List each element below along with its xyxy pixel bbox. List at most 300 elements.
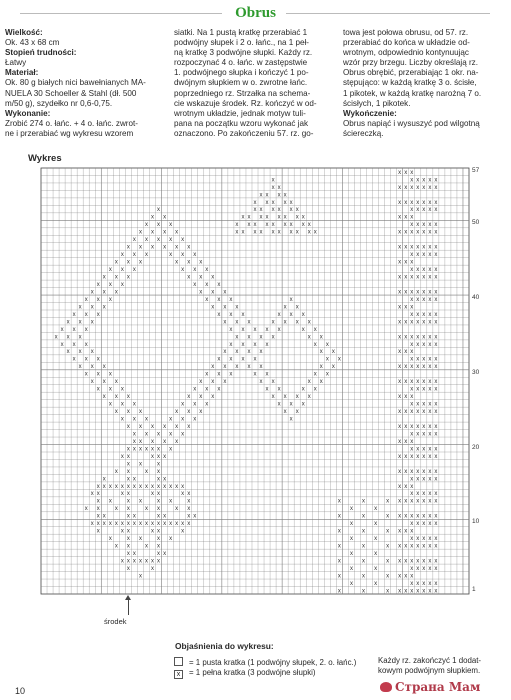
filled-cell-mark: x xyxy=(301,222,305,229)
filled-cell-mark: x xyxy=(416,267,420,274)
filled-cell-mark: x xyxy=(428,431,432,438)
text-line: siatki. Na 1 pustą kratkę przerabiać 1 xyxy=(174,28,308,37)
filled-cell-mark: x xyxy=(144,252,148,259)
filled-cell-mark: x xyxy=(362,528,366,535)
filled-cell-mark: x xyxy=(416,423,420,430)
filled-cell-mark: x xyxy=(410,229,414,236)
legend-empty-text: = 1 pusta kratka (1 podwójny słupek, 2. o. łańc.) xyxy=(189,658,357,667)
filled-cell-mark: x xyxy=(169,536,173,543)
filled-cell-mark: x xyxy=(175,229,179,236)
filled-cell-mark: x xyxy=(84,341,88,348)
filled-cell-mark: x xyxy=(416,296,420,303)
filled-cell-mark: x xyxy=(416,311,420,318)
filled-cell-mark: x xyxy=(102,513,106,520)
filled-cell-mark: x xyxy=(265,199,269,206)
filled-cell-mark: x xyxy=(78,349,82,356)
filled-cell-mark: x xyxy=(434,252,438,259)
filled-cell-mark: x xyxy=(271,334,275,341)
filled-cell-mark: x xyxy=(253,229,257,236)
filled-cell-mark: x xyxy=(416,334,420,341)
filled-cell-mark: x xyxy=(434,423,438,430)
filled-cell-mark: x xyxy=(126,528,130,535)
filled-cell-mark: x xyxy=(313,371,317,378)
filled-cell-mark: x xyxy=(102,274,106,281)
filled-cell-mark: x xyxy=(422,296,426,303)
filled-cell-mark: x xyxy=(434,341,438,348)
filled-cell-mark: x xyxy=(114,394,118,401)
text-line: Obrus obrębić, przerabiając 1 okr. na- xyxy=(343,68,479,78)
filled-cell-mark: x xyxy=(259,349,263,356)
filled-cell-mark: x xyxy=(235,349,239,356)
filled-cell-mark: x xyxy=(349,536,353,543)
filled-cell-mark: x xyxy=(410,319,414,326)
text-line: m/50 g), szydełko nr 0,6-0,75. xyxy=(5,98,113,108)
filled-cell-mark: x xyxy=(374,506,378,513)
filled-cell-mark: x xyxy=(422,476,426,483)
filled-cell-mark: x xyxy=(96,506,100,513)
filled-cell-mark: x xyxy=(144,521,148,528)
filled-cell-mark: x xyxy=(126,513,130,520)
filled-cell-mark: x xyxy=(410,356,414,363)
filled-cell-mark: x xyxy=(398,274,402,281)
filled-cell-mark: x xyxy=(96,311,100,318)
filled-cell-mark: x xyxy=(259,229,263,236)
row-number-label: 1 xyxy=(472,585,476,593)
filled-cell-mark: x xyxy=(151,214,155,221)
filled-cell-mark: x xyxy=(60,326,64,333)
filled-cell-mark: x xyxy=(289,311,293,318)
filled-cell-mark: x xyxy=(428,536,432,543)
filled-cell-mark: x xyxy=(434,296,438,303)
filled-cell-mark: x xyxy=(404,259,408,266)
filled-cell-mark: x xyxy=(96,281,100,288)
filled-cell-mark: x xyxy=(404,214,408,221)
filled-cell-mark: x xyxy=(241,229,245,236)
filled-cell-mark: x xyxy=(217,311,221,318)
filled-cell-mark: x xyxy=(271,319,275,326)
filled-cell-mark: x xyxy=(138,409,142,416)
filled-cell-mark: x xyxy=(271,199,275,206)
row-number-label: 20 xyxy=(472,443,480,451)
filled-cell-mark: x xyxy=(138,446,142,453)
filled-cell-mark: x xyxy=(163,521,167,528)
filled-cell-mark: x xyxy=(138,498,142,505)
filled-cell-mark: x xyxy=(422,521,426,528)
center-arrow-line xyxy=(128,598,129,615)
filled-cell-mark: x xyxy=(404,483,408,490)
filled-cell-mark: x xyxy=(410,453,414,460)
filled-cell-mark: x xyxy=(349,506,353,513)
filled-cell-mark: x xyxy=(235,222,239,229)
filled-cell-mark: x xyxy=(301,214,305,221)
filled-cell-mark: x xyxy=(416,409,420,416)
filled-cell-mark: x xyxy=(126,558,130,565)
filled-cell-mark: x xyxy=(410,222,414,229)
filled-cell-mark: x xyxy=(157,453,161,460)
filled-cell-mark: x xyxy=(138,229,142,236)
filled-cell-mark: x xyxy=(253,207,257,214)
filled-cell-mark: x xyxy=(295,214,299,221)
filled-cell-mark: x xyxy=(193,386,197,393)
filled-cell-mark: x xyxy=(126,394,130,401)
filled-cell-mark: x xyxy=(313,326,317,333)
filled-cell-mark: x xyxy=(126,536,130,543)
center-label: środek xyxy=(104,617,127,626)
filled-cell-mark: x xyxy=(313,229,317,236)
text-line: poprzedniego rz. Strzałka na schema- xyxy=(174,88,311,98)
filled-cell-mark: x xyxy=(398,498,402,505)
filled-cell-mark: x xyxy=(283,304,287,311)
filled-cell-mark: x xyxy=(398,319,402,326)
filled-cell-mark: x xyxy=(410,446,414,453)
filled-cell-mark: x xyxy=(120,401,124,408)
filled-cell-mark: x xyxy=(102,289,106,296)
filled-cell-mark: x xyxy=(398,513,402,520)
filled-cell-mark: x xyxy=(416,401,420,408)
filled-cell-mark: x xyxy=(84,371,88,378)
filled-cell-mark: x xyxy=(126,409,130,416)
filled-cell-mark: x xyxy=(416,319,420,326)
filled-cell-mark: x xyxy=(434,274,438,281)
filled-cell-mark: x xyxy=(126,565,130,572)
filled-cell-mark: x xyxy=(151,423,155,430)
filled-cell-mark: x xyxy=(283,222,287,229)
filled-cell-mark: x xyxy=(108,521,112,528)
filled-cell-mark: x xyxy=(416,543,420,550)
filled-cell-mark: x xyxy=(416,289,420,296)
filled-cell-mark: x xyxy=(84,356,88,363)
filled-cell-mark: x xyxy=(114,543,118,550)
filled-cell-mark: x xyxy=(132,476,136,483)
filled-cell-mark: x xyxy=(211,364,215,371)
filled-cell-mark: x xyxy=(223,289,227,296)
filled-cell-mark: x xyxy=(434,334,438,341)
filled-cell-mark: x xyxy=(301,386,305,393)
text-line: wrotnym, odpowiednio kontynuując xyxy=(343,48,469,58)
filled-cell-mark: x xyxy=(187,491,191,498)
filled-cell-mark: x xyxy=(120,386,124,393)
filled-cell-mark: x xyxy=(289,416,293,423)
filled-cell-mark: x xyxy=(126,453,130,460)
text-line: przerabiać do końca w układzie od- xyxy=(343,38,470,48)
filled-cell-mark: x xyxy=(410,491,414,498)
filled-cell-mark: x xyxy=(96,356,100,363)
filled-cell-mark: x xyxy=(283,192,287,199)
filled-cell-mark: x xyxy=(422,334,426,341)
filled-cell-mark: x xyxy=(434,401,438,408)
filled-cell-mark: x xyxy=(434,453,438,460)
filled-cell-mark: x xyxy=(434,207,438,214)
filled-cell-mark: x xyxy=(422,379,426,386)
filled-cell-mark: x xyxy=(205,371,209,378)
filled-cell-mark: x xyxy=(114,259,118,266)
filled-cell-mark: x xyxy=(169,483,173,490)
filled-cell-mark: x xyxy=(126,498,130,505)
text-line: wrotnym układzie, jednak motyw tuli- xyxy=(174,108,306,118)
filled-cell-mark: x xyxy=(428,476,432,483)
filled-cell-mark: x xyxy=(404,229,408,236)
filled-cell-mark: x xyxy=(199,259,203,266)
filled-cell-mark: x xyxy=(289,207,293,214)
filled-cell-mark: x xyxy=(96,513,100,520)
filled-cell-mark: x xyxy=(126,244,130,251)
filled-cell-mark: x xyxy=(138,536,142,543)
filled-cell-mark: x xyxy=(404,468,408,475)
filled-cell-mark: x xyxy=(404,244,408,251)
filled-cell-mark: x xyxy=(398,199,402,206)
filled-cell-mark: x xyxy=(416,207,420,214)
filled-cell-mark: x xyxy=(144,222,148,229)
filled-cell-mark: x xyxy=(428,244,432,251)
filled-cell-mark: x xyxy=(410,267,414,274)
filled-cell-mark: x xyxy=(422,401,426,408)
crochet-chart xyxy=(40,167,470,595)
filled-cell-mark: x xyxy=(187,394,191,401)
filled-cell-mark: x xyxy=(428,207,432,214)
filled-cell-mark: x xyxy=(434,364,438,371)
text-line: Wykończenie: xyxy=(343,108,397,118)
filled-cell-mark: x xyxy=(199,409,203,416)
filled-cell-mark: x xyxy=(193,513,197,520)
filled-cell-mark: x xyxy=(410,588,414,595)
filled-cell-mark: x xyxy=(428,558,432,565)
materials-column xyxy=(5,28,170,139)
text-line: dwójnym słupkiem w o. zwrotne łańc. xyxy=(174,78,308,88)
filled-cell-mark: x xyxy=(235,319,239,326)
filled-cell-mark: x xyxy=(169,252,173,259)
filled-cell-mark: x xyxy=(434,379,438,386)
filled-cell-mark: x xyxy=(416,498,420,505)
filled-cell-mark: x xyxy=(422,319,426,326)
filled-cell-mark: x xyxy=(163,438,167,445)
filled-cell-mark: x xyxy=(211,289,215,296)
filled-cell-mark: x xyxy=(428,267,432,274)
filled-cell-mark: x xyxy=(259,207,263,214)
filled-cell-mark: x xyxy=(90,491,94,498)
text-line: Stopień trudności: xyxy=(5,48,77,58)
row-number-label: 40 xyxy=(472,294,480,302)
filled-cell-mark: x xyxy=(205,386,209,393)
filled-cell-mark: x xyxy=(108,498,112,505)
filled-cell-mark: x xyxy=(362,498,366,505)
filled-cell-mark: x xyxy=(362,588,366,595)
filled-cell-mark: x xyxy=(126,543,130,550)
filled-cell-mark: x xyxy=(349,565,353,572)
filled-cell-mark: x xyxy=(181,431,185,438)
filled-cell-mark: x xyxy=(90,379,94,386)
filled-cell-mark: x xyxy=(187,513,191,520)
filled-cell-mark: x xyxy=(277,326,281,333)
filled-cell-icon: x xyxy=(174,670,183,679)
filled-cell-mark: x xyxy=(126,259,130,266)
filled-cell-mark: x xyxy=(193,267,197,274)
filled-cell-mark: x xyxy=(398,483,402,490)
filled-cell-mark: x xyxy=(157,513,161,520)
filled-cell-mark: x xyxy=(120,558,124,565)
watermark-text: Страна Мам xyxy=(395,680,481,694)
filled-cell-mark: x xyxy=(362,573,366,580)
filled-cell-mark: x xyxy=(295,319,299,326)
filled-cell-mark: x xyxy=(120,416,124,423)
filled-cell-mark: x xyxy=(241,311,245,318)
filled-cell-mark: x xyxy=(337,543,341,550)
filled-cell-mark: x xyxy=(307,334,311,341)
filled-cell-mark: x xyxy=(434,543,438,550)
row-number-label: 57 xyxy=(472,167,480,174)
legend-filled-text: = 1 pełna kratka (3 podwójne słupki) xyxy=(189,668,316,677)
filled-cell-mark: x xyxy=(126,461,130,468)
filled-cell-mark: x xyxy=(277,311,281,318)
filled-cell-mark: x xyxy=(175,423,179,430)
filled-cell-mark: x xyxy=(277,214,281,221)
filled-cell-mark: x xyxy=(181,528,185,535)
filled-cell-mark: x xyxy=(132,267,136,274)
filled-cell-mark: x xyxy=(410,580,414,587)
filled-cell-mark: x xyxy=(169,222,173,229)
filled-cell-mark: x xyxy=(325,341,329,348)
filled-cell-mark: x xyxy=(331,349,335,356)
filled-cell-mark: x xyxy=(295,207,299,214)
filled-cell-mark: x xyxy=(229,371,233,378)
filled-cell-mark: x xyxy=(211,304,215,311)
filled-cell-mark: x xyxy=(422,267,426,274)
filled-cell-mark: x xyxy=(223,364,227,371)
text-line: Zrobić 274 o. łańc. + 4 o. łańc. zwrot- xyxy=(5,118,138,128)
filled-cell-mark: x xyxy=(205,401,209,408)
filled-cell-mark: x xyxy=(163,229,167,236)
filled-cell-mark: x xyxy=(114,506,118,513)
filled-cell-mark: x xyxy=(434,267,438,274)
filled-cell-mark: x xyxy=(434,199,438,206)
filled-cell-mark: x xyxy=(187,498,191,505)
filled-cell-mark: x xyxy=(253,222,257,229)
filled-cell-mark: x xyxy=(349,521,353,528)
filled-cell-mark: x xyxy=(410,296,414,303)
filled-cell-mark: x xyxy=(126,446,130,453)
filled-cell-mark: x xyxy=(283,394,287,401)
filled-cell-mark: x xyxy=(398,453,402,460)
filled-cell-mark: x xyxy=(151,483,155,490)
filled-cell-mark: x xyxy=(66,349,70,356)
filled-cell-mark: x xyxy=(259,364,263,371)
filled-cell-mark: x xyxy=(362,513,366,520)
filled-cell-mark: x xyxy=(404,423,408,430)
filled-cell-mark: x xyxy=(398,289,402,296)
filled-cell-mark: x xyxy=(434,536,438,543)
filled-cell-mark: x xyxy=(428,222,432,229)
filled-cell-mark: x xyxy=(235,364,239,371)
filled-cell-mark: x xyxy=(157,483,161,490)
filled-cell-mark: x xyxy=(120,528,124,535)
filled-cell-mark: x xyxy=(108,401,112,408)
filled-cell-mark: x xyxy=(132,401,136,408)
filled-cell-mark: x xyxy=(151,453,155,460)
filled-cell-mark: x xyxy=(205,281,209,288)
text-line: Obrus napiąć i wysuszyć pod wilgotną xyxy=(343,118,480,128)
filled-cell-mark: x xyxy=(416,580,420,587)
filled-cell-mark: x xyxy=(120,252,124,259)
filled-cell-mark: x xyxy=(410,468,414,475)
filled-cell-mark: x xyxy=(422,498,426,505)
filled-cell-mark: x xyxy=(169,237,173,244)
filled-cell-mark: x xyxy=(120,483,124,490)
filled-cell-mark: x xyxy=(410,379,414,386)
filled-cell-mark: x xyxy=(301,326,305,333)
filled-cell-mark: x xyxy=(132,416,136,423)
filled-cell-mark: x xyxy=(434,289,438,296)
filled-cell-mark: x xyxy=(428,565,432,572)
filled-cell-mark: x xyxy=(301,311,305,318)
filled-cell-mark: x xyxy=(283,319,287,326)
filled-cell-mark: x xyxy=(404,453,408,460)
filled-cell-mark: x xyxy=(138,521,142,528)
filled-cell-mark: x xyxy=(410,394,414,401)
filled-cell-mark: x xyxy=(416,513,420,520)
row-number-label: 50 xyxy=(472,219,480,227)
filled-cell-mark: x xyxy=(169,498,173,505)
text-line: 1. podwójnego słupka i kończyć 1 po- xyxy=(174,68,309,78)
filled-cell-mark: x xyxy=(181,252,185,259)
filled-cell-mark: x xyxy=(108,386,112,393)
text-line: ną kratkę 3 podwójne słupki. Każdy rz. xyxy=(174,48,313,58)
filled-cell-mark: x xyxy=(319,334,323,341)
filled-cell-mark: x xyxy=(157,461,161,468)
filled-cell-mark: x xyxy=(247,349,251,356)
filled-cell-mark: x xyxy=(404,349,408,356)
filled-cell-mark: x xyxy=(422,468,426,475)
empty-cell-icon xyxy=(174,657,183,666)
page-title: Obrus xyxy=(235,5,276,21)
filled-cell-mark: x xyxy=(157,551,161,558)
filled-cell-mark: x xyxy=(416,491,420,498)
filled-cell-mark: x xyxy=(229,296,233,303)
filled-cell-mark: x xyxy=(181,483,185,490)
filled-cell-mark: x xyxy=(404,184,408,191)
filled-cell-mark: x xyxy=(434,184,438,191)
filled-cell-mark: x xyxy=(301,401,305,408)
filled-cell-mark: x xyxy=(126,491,130,498)
filled-cell-mark: x xyxy=(138,438,142,445)
filled-cell-mark: x xyxy=(349,580,353,587)
filled-cell-mark: x xyxy=(398,394,402,401)
filled-cell-mark: x xyxy=(120,521,124,528)
filled-cell-mark: x xyxy=(428,177,432,184)
filled-cell-mark: x xyxy=(410,423,414,430)
filled-cell-mark: x xyxy=(434,446,438,453)
filled-cell-mark: x xyxy=(416,274,420,281)
filled-cell-mark: x xyxy=(422,311,426,318)
text-line: oznaczono. Po zakończeniu 57. rz. go- xyxy=(174,128,314,138)
filled-cell-mark: x xyxy=(217,386,221,393)
filled-cell-mark: x xyxy=(132,237,136,244)
filled-cell-mark: x xyxy=(144,483,148,490)
filled-cell-mark: x xyxy=(211,379,215,386)
filled-cell-mark: x xyxy=(157,506,161,513)
filled-cell-mark: x xyxy=(108,536,112,543)
filled-cell-mark: x xyxy=(362,558,366,565)
filled-cell-mark: x xyxy=(422,446,426,453)
filled-cell-mark: x xyxy=(416,244,420,251)
filled-cell-mark: x xyxy=(283,199,287,206)
filled-cell-mark: x xyxy=(114,274,118,281)
filled-cell-mark: x xyxy=(404,558,408,565)
text-line: stępująco: w każdą kratkę 3 o. ścisłe, xyxy=(343,78,477,88)
filled-cell-mark: x xyxy=(144,543,148,550)
filled-cell-mark: x xyxy=(157,491,161,498)
filled-cell-mark: x xyxy=(416,379,420,386)
filled-cell-mark: x xyxy=(217,281,221,288)
filled-cell-mark: x xyxy=(126,551,130,558)
